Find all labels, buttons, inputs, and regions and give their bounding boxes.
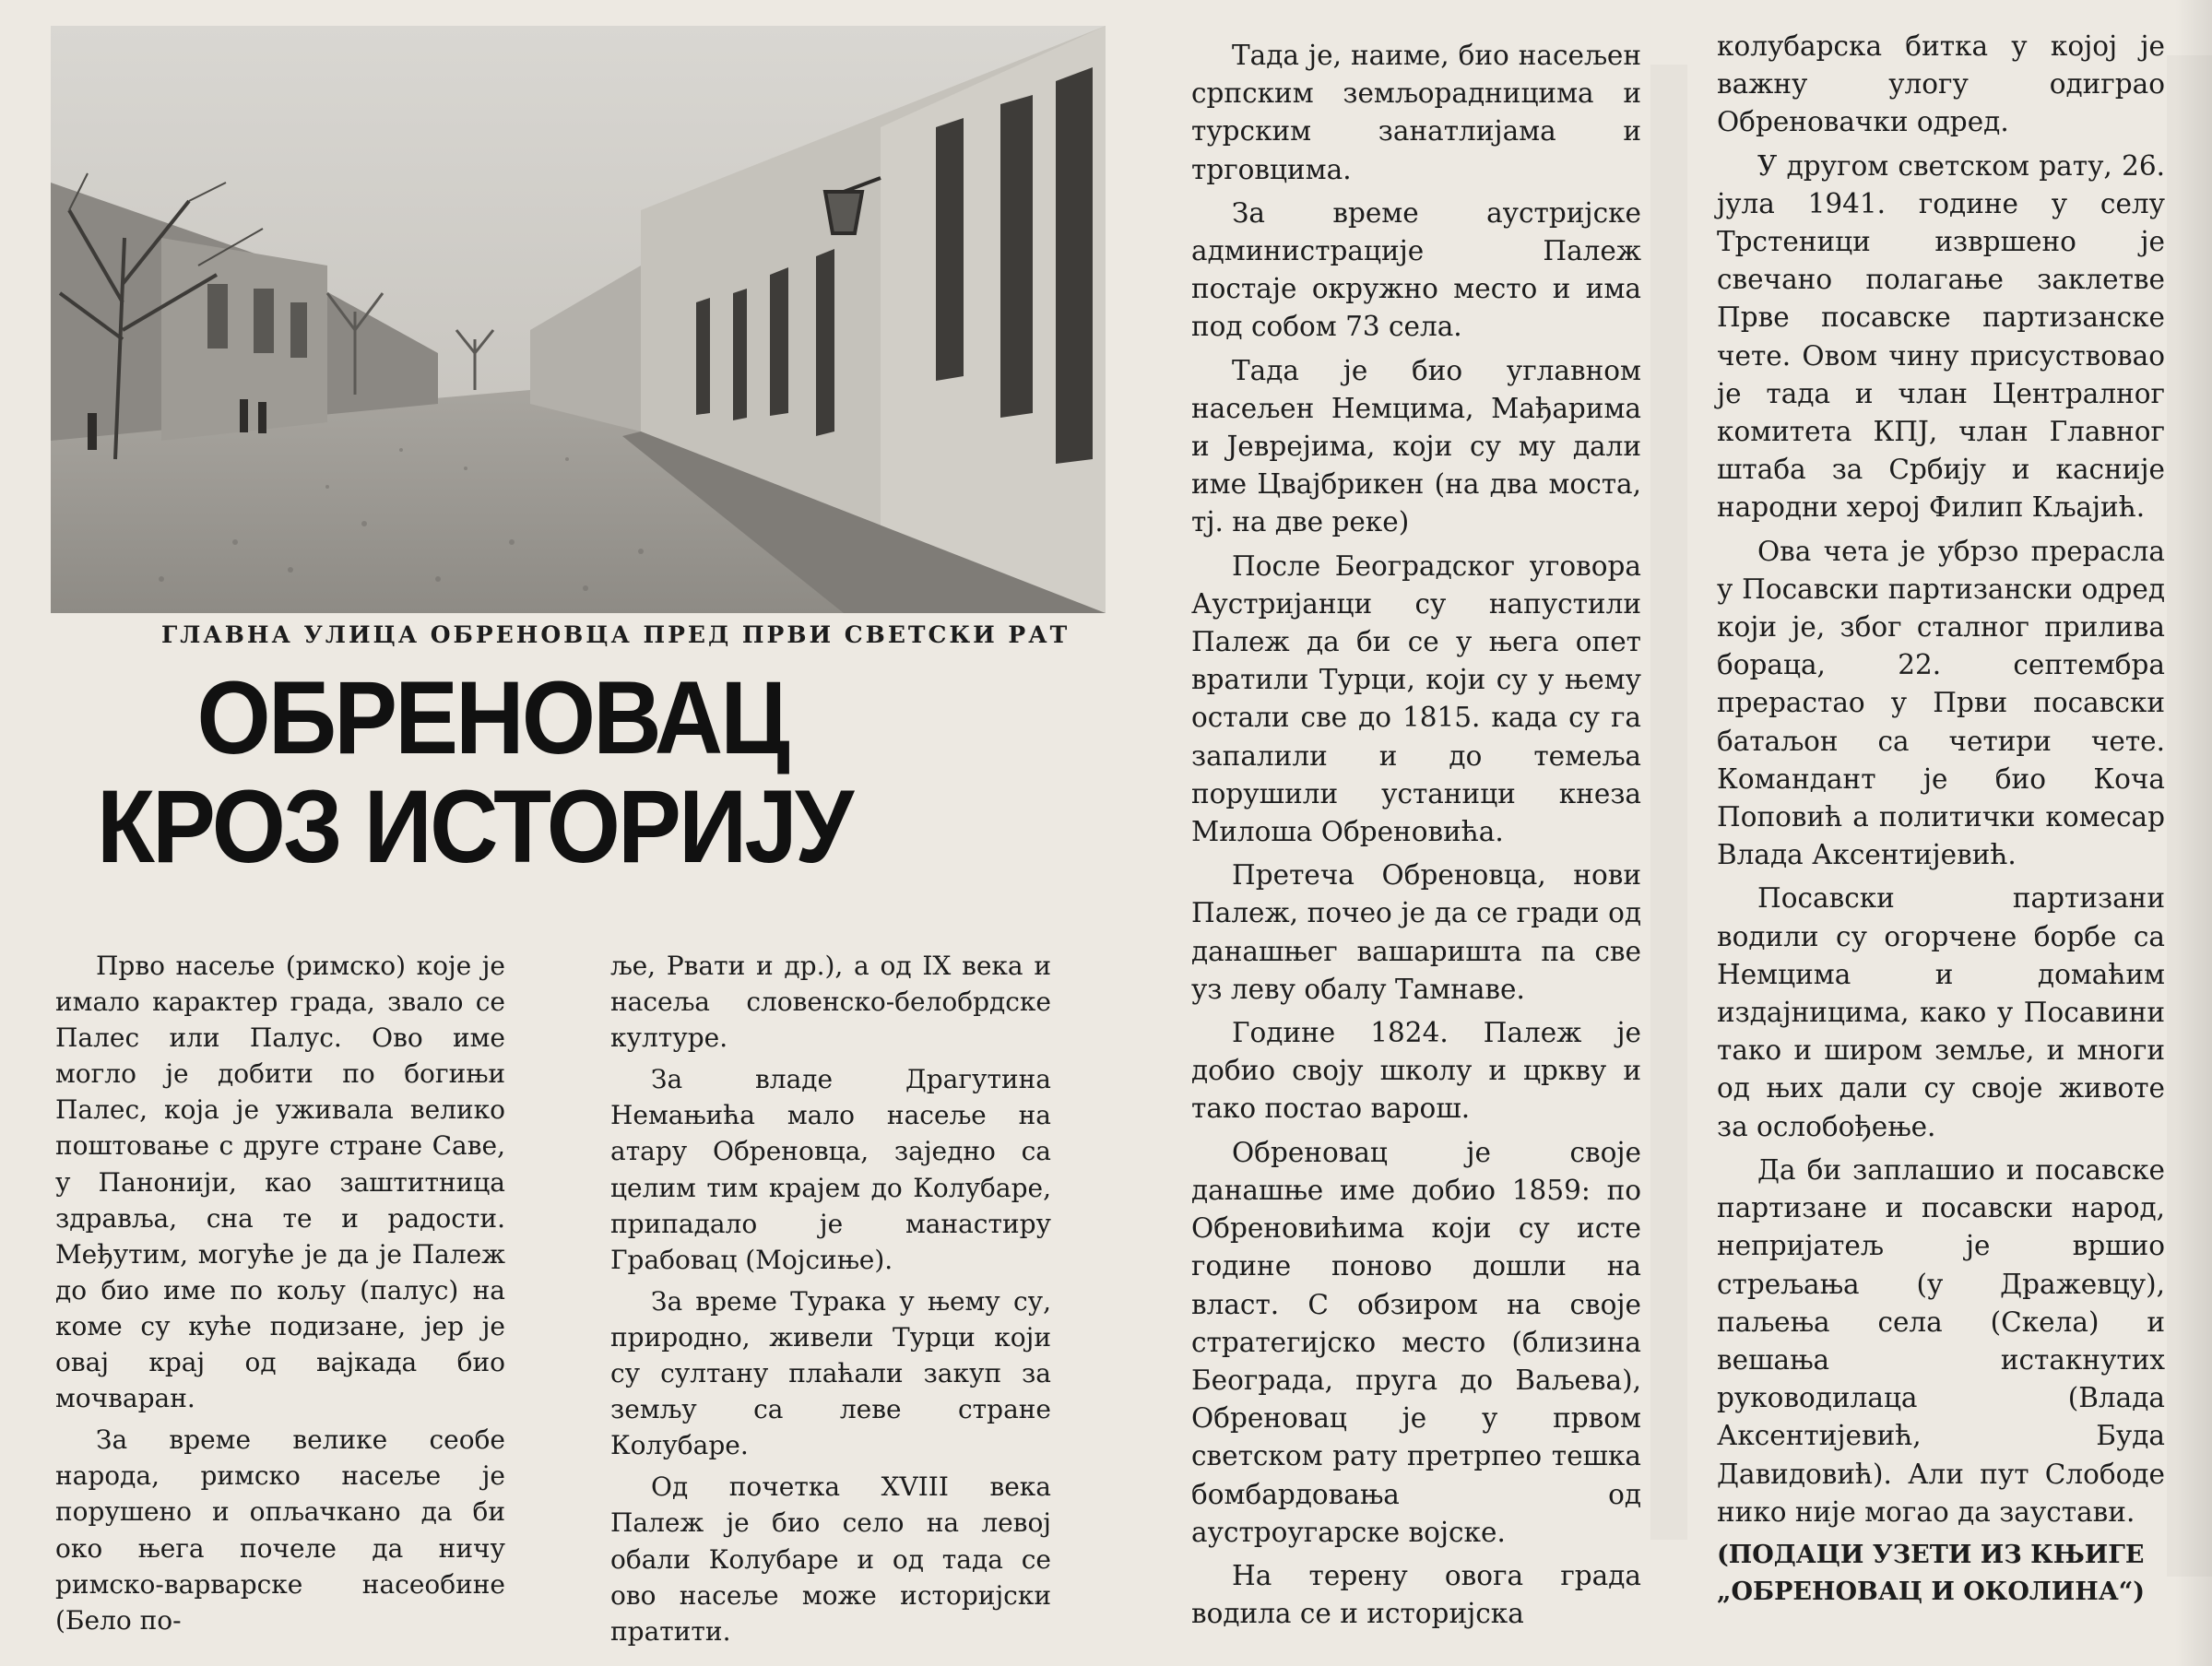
headline-line-1: ОБРЕНОВАЦ (196, 660, 787, 775)
paragraph: ље, Рвати и др.), а од IX века и насеља словенско-белобрдске културе. (610, 951, 1051, 1054)
paragraph: Тада је био углавном насељен Немцима, Мађарима и Јеврејима, који су му дали име Цвајбрикен (на два моста, тј. на две реке) (1191, 354, 1641, 538)
article-headline (97, 660, 945, 884)
paragraph: Прво насеље (римско) које је имало карактер града, звало се Палес или Палус. Ово име могло је добити по богињи Палес, која је уживала велико поштовање с друге стране Саве, у Панонији, као заштитница здравља, сна те и радости. Међутим, могуће је да је Палеж до био име по кољу (палус) на коме су куће подизане, јер је овај крај од вајкада био мочваран. (55, 951, 505, 1414)
paragraph: За време Турака у њему су, природно, живели Турци који су султану плаћали закуп за земљу са леве стране Колубаре. (610, 1285, 1051, 1461)
paragraph: За владе Драгутина Немањића мало насеље на атару Обреновца, заједно са целим тим крајем до Колубаре, припадало је манастиру Грабовац (Мојсиње). (610, 1064, 1051, 1275)
paragraph: колубарска битка у којој је важну улогу одиграо Обреновачки одред. (1717, 30, 2165, 138)
headline-line-2: КРОЗ ИСТОРИЈУ (97, 769, 852, 884)
article-column-3 (1191, 37, 1641, 1638)
paragraph: Ова чета је убрзо прерасла у Посавски партизански одред који је, због сталног прилива бораца, 22. септембра прерастао у Први посавски батаљон са четири чете. Командант је био Коча Поповић а политички комесар Влада Аксентијевић. (1717, 535, 2165, 871)
paragraph: За време аустријске администрације Палеж постаје окружно место и има под собом 73 села. (1191, 196, 1641, 343)
source-note: (ПОДАЦИ УЗЕТИ ИЗ КЊИГЕ „ОБРЕНОВАЦ И ОКОЛИНА“) (1717, 1540, 2146, 1606)
paragraph: Претеча Обреновца, нови Палеж, почео је да се гради од данашњег вашаришта па све уз леву обалу Тамнаве. (1191, 859, 1641, 1005)
street-photograph (51, 26, 1106, 613)
bleed-through-right (1650, 65, 1687, 1540)
street-photo-illustration (51, 26, 1106, 613)
paragraph: Обреновац је своје данашње име добио 1859: по Обреновићима који су исте године поново дошли на власт. С обзиром на своје стратегијско место (близина Београда, пруга до Ваљева), Обреновац је у првом светском рату претрпео тешка бомбардовања од аустроугарске војске. (1191, 1136, 1641, 1548)
photo-caption: ГЛАВНА УЛИЦА ОБРЕНОВЦА ПРЕД ПРВИ СВЕТСКИ РАТ (161, 621, 1071, 648)
paragraph: Тада је, наиме, био насељен српским земљорадницима и турским занатлијама и трговцима. (1191, 40, 1641, 185)
page-edge-shadow (2175, 0, 2212, 1666)
paragraph: На терену овога града водила се и историјска (1191, 1559, 1641, 1630)
paragraph: Да би заплашио и посавске партизане и посавски народ, непријатељ је вршио стрељања (у Дражевцу), паљења села (Скела) и вешања истакнутих руководилаца (Влада Аксентијевић, Буда Давидовић). Али пут Слободе нико није могао да заустави. (1717, 1153, 2165, 1528)
paragraph: Године 1824. Палеж је добио своју школу и цркву и тако постао варош. (1191, 1017, 1641, 1125)
article-column-1 (55, 948, 505, 1644)
paragraph: Од почетка XVIII века Палеж је био село на левој обали Колубаре и од тада се ово насеље може историјски пратити. (610, 1471, 1051, 1647)
paragraph: У другом светском рату, 26. јула 1941. године у селу Трстеници извршено је свечано полагање заклетве Прве посавске партизанске чете. Овом чину присуствовао је тада и члан Централног комитета КПЈ, члан Главног штаба за Србију и касније народни херој Филип Кљајић. (1717, 149, 2165, 524)
article-column-2 (610, 948, 1051, 1655)
paragraph: Посавски партизани водили су огорчене борбе са Немцима и домаћим издајницима, како у Посавини тако и широм земље, и многи од њих дали су своје животе за ослобођење. (1717, 882, 2165, 1142)
paragraph: После Београдског уговора Аустријанци су напустили Палеж да би се у њега опет вратили Турци, који су у њему остали све до 1815. када су га запалили и до темеља порушили устаници кнеза Милоша Обреновића. (1191, 549, 1641, 848)
article-column-4 (1717, 28, 2165, 1616)
paragraph: За време велике сеобе народа, римско насеље је порушено и опљачкано да би око њега почеле да ничу римско-варварске насеобине (Бело по- (55, 1424, 505, 1636)
